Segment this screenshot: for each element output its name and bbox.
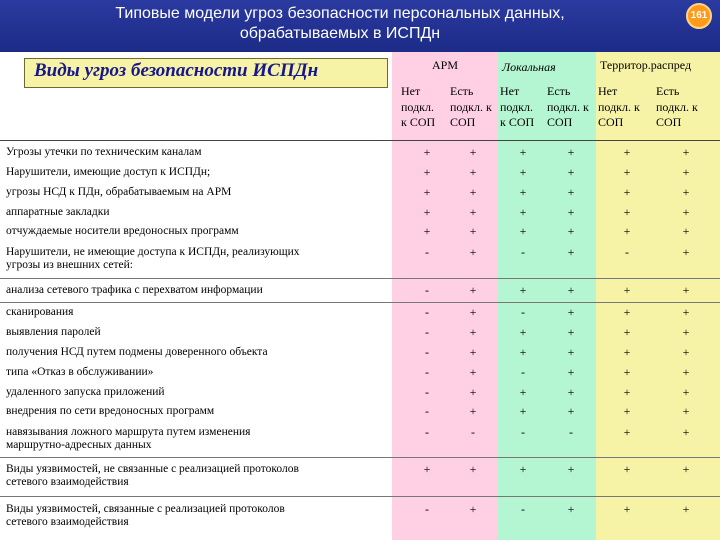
applicability-cell: +: [623, 365, 631, 379]
applicability-cell: +: [623, 205, 631, 219]
applicability-cell: +: [567, 145, 575, 159]
applicability-cell: +: [469, 283, 477, 297]
applicability-cell: +: [469, 365, 477, 379]
threat-label: [6, 326, 101, 339]
threat-label-line: Угрозы утечки по техническим каналам: [6, 146, 202, 158]
applicability-cell: -: [425, 305, 429, 319]
applicability-cell: -: [521, 305, 525, 319]
threat-label-line: Виды уязвимостей, не связанные с реализацией протоколов: [6, 463, 299, 475]
applicability-cell: +: [519, 145, 527, 159]
applicability-cell: +: [567, 502, 575, 516]
applicability-cell: -: [521, 425, 525, 439]
applicability-cell: +: [682, 425, 690, 439]
column-subheader-line: Нет: [500, 84, 520, 98]
applicability-cell: +: [567, 404, 575, 418]
applicability-cell: +: [567, 385, 575, 399]
applicability-cell: +: [682, 325, 690, 339]
threat-label: [6, 166, 210, 179]
column-subheader-line: СОП: [598, 115, 624, 129]
applicability-cell: +: [567, 305, 575, 319]
applicability-cell: +: [682, 185, 690, 199]
column-subheader: [450, 84, 492, 131]
applicability-cell: +: [469, 502, 477, 516]
column-subheader-line: подкл.: [401, 99, 434, 114]
applicability-cell: +: [567, 224, 575, 238]
applicability-cell: -: [425, 502, 429, 516]
threat-label: [6, 146, 201, 159]
threat-label-line: аппаратные закладки: [6, 206, 110, 218]
threat-label-line: Нарушители, не имеющие доступа к ИСПДн, реализующих: [6, 246, 300, 258]
applicability-cell: +: [423, 145, 431, 159]
applicability-cell: -: [425, 404, 429, 418]
applicability-cell: +: [423, 165, 431, 179]
threat-label: [6, 306, 73, 319]
column-subheader-line: Есть: [656, 84, 680, 98]
group-header-distributed: Территор.распред: [600, 58, 692, 72]
applicability-cell: +: [623, 425, 631, 439]
applicability-cell: -: [521, 365, 525, 379]
threat-label-line: удаленного запуска приложений: [6, 386, 165, 398]
applicability-cell: -: [625, 245, 629, 259]
column-subheader: [500, 84, 534, 131]
applicability-cell: +: [469, 404, 477, 418]
applicability-cell: +: [682, 224, 690, 238]
applicability-cell: +: [623, 185, 631, 199]
applicability-cell: +: [623, 165, 631, 179]
applicability-cell: +: [567, 325, 575, 339]
threat-label-line: отчуждаемые носители вредоносных программ: [6, 225, 239, 237]
column-subheader-line: Нет: [401, 84, 421, 98]
applicability-cell: +: [682, 502, 690, 516]
threat-label-line: сетевого взаимодействия: [6, 516, 129, 528]
threat-label-line: типа «Отказ в обслуживании»: [6, 366, 154, 378]
applicability-cell: +: [682, 365, 690, 379]
applicability-cell: +: [519, 283, 527, 297]
column-subheader-line: к СОП: [401, 115, 436, 129]
group-header-arm: АРМ: [432, 58, 459, 72]
applicability-cell: +: [623, 502, 631, 516]
applicability-cell: +: [682, 205, 690, 219]
applicability-cell: +: [623, 345, 631, 359]
row-divider: [0, 140, 720, 141]
threat-label: [6, 503, 285, 529]
applicability-cell: +: [623, 224, 631, 238]
applicability-cell: +: [519, 325, 527, 339]
applicability-cell: +: [423, 224, 431, 238]
applicability-cell: +: [519, 404, 527, 418]
applicability-cell: +: [519, 385, 527, 399]
applicability-cell: +: [469, 325, 477, 339]
column-subheader-line: Есть: [547, 84, 571, 98]
threat-label: [6, 386, 165, 399]
threat-label: [6, 405, 214, 418]
row-divider: [0, 278, 720, 279]
applicability-cell: -: [569, 425, 573, 439]
applicability-cell: -: [425, 365, 429, 379]
slide-title: [40, 4, 640, 44]
column-subheader-line: подкл. к: [547, 99, 589, 114]
applicability-cell: +: [623, 283, 631, 297]
applicability-cell: +: [519, 165, 527, 179]
column-subheader-line: СОП: [450, 115, 476, 129]
applicability-cell: -: [521, 245, 525, 259]
applicability-cell: +: [519, 224, 527, 238]
slide-title-line-1: Типовые модели угроз безопасности персональных данных,: [115, 5, 565, 22]
applicability-cell: +: [682, 145, 690, 159]
column-subheader-line: СОП: [547, 115, 573, 129]
applicability-cell: +: [519, 205, 527, 219]
applicability-cell: +: [682, 385, 690, 399]
threat-label: [6, 206, 109, 219]
applicability-cell: +: [469, 224, 477, 238]
column-subheader-line: Есть: [450, 84, 474, 98]
threat-label-line: угрозы НСД к ПДн, обрабатываемым на АРМ: [6, 186, 232, 198]
applicability-cell: +: [469, 385, 477, 399]
page-number-badge: 161: [686, 3, 712, 29]
applicability-cell: +: [567, 245, 575, 259]
threat-label-line: Нарушители, имеющие доступ к ИСПДн;: [6, 166, 211, 178]
threat-label: [6, 284, 263, 297]
applicability-cell: +: [469, 205, 477, 219]
applicability-cell: +: [682, 462, 690, 476]
column-subheader: [598, 84, 640, 131]
applicability-cell: +: [682, 404, 690, 418]
applicability-cell: +: [519, 462, 527, 476]
threat-label-line: получения НСД путем подмены доверенного объекта: [6, 346, 268, 358]
applicability-cell: +: [469, 185, 477, 199]
applicability-cell: +: [682, 305, 690, 319]
applicability-cell: +: [682, 245, 690, 259]
threat-label-line: выявления паролей: [6, 326, 101, 338]
row-divider: [0, 496, 720, 497]
row-divider: [0, 457, 720, 458]
applicability-cell: -: [521, 502, 525, 516]
applicability-cell: +: [682, 345, 690, 359]
applicability-cell: -: [425, 283, 429, 297]
applicability-cell: +: [469, 145, 477, 159]
applicability-cell: +: [623, 404, 631, 418]
applicability-cell: -: [425, 245, 429, 259]
applicability-cell: +: [423, 462, 431, 476]
column-subheader: [401, 84, 435, 131]
column-subheader-line: к СОП: [500, 115, 535, 129]
group-header-local: Локальная: [502, 60, 556, 74]
column-subheader-line: подкл. к: [656, 99, 698, 114]
applicability-cell: +: [567, 205, 575, 219]
threat-label: [6, 366, 153, 379]
threat-label-line: навязывания ложного маршрута путем изменения: [6, 426, 251, 438]
applicability-cell: +: [469, 305, 477, 319]
applicability-cell: +: [567, 185, 575, 199]
column-subheader: [656, 84, 698, 131]
applicability-cell: +: [567, 462, 575, 476]
applicability-cell: +: [682, 283, 690, 297]
applicability-cell: +: [682, 165, 690, 179]
applicability-cell: +: [623, 325, 631, 339]
applicability-cell: +: [567, 165, 575, 179]
threat-label-line: сетевого взаимодействия: [6, 476, 129, 488]
column-subheader-line: СОП: [656, 115, 682, 129]
applicability-cell: -: [425, 425, 429, 439]
column-subheader: [547, 84, 589, 131]
threat-label-line: угрозы из внешних сетей:: [6, 259, 133, 271]
column-subheader-line: подкл. к: [450, 99, 492, 114]
threat-label: [6, 246, 300, 272]
applicability-cell: +: [567, 345, 575, 359]
threat-label-line: внедрения по сети вредоносных программ: [6, 405, 215, 417]
applicability-cell: +: [519, 185, 527, 199]
column-subheader-line: подкл.: [500, 99, 533, 114]
threat-label-line: анализа сетевого трафика с перехватом информации: [6, 284, 263, 296]
slide-title-line-2: обрабатываемых в ИСПДн: [239, 25, 441, 42]
applicability-cell: +: [469, 245, 477, 259]
applicability-cell: +: [567, 283, 575, 297]
threat-label: [6, 426, 250, 452]
applicability-cell: -: [471, 425, 475, 439]
applicability-cell: -: [425, 345, 429, 359]
column-subheader-line: подкл. к: [598, 99, 640, 114]
applicability-cell: +: [623, 305, 631, 319]
applicability-cell: +: [623, 145, 631, 159]
applicability-cell: +: [469, 345, 477, 359]
applicability-cell: -: [425, 325, 429, 339]
applicability-cell: +: [519, 345, 527, 359]
row-divider: [0, 302, 720, 303]
threat-label: [6, 463, 299, 489]
applicability-cell: +: [623, 385, 631, 399]
threat-label-line: маршрутно-адресных данных: [6, 439, 152, 451]
applicability-cell: +: [623, 462, 631, 476]
applicability-cell: +: [469, 462, 477, 476]
threat-label: [6, 186, 231, 199]
threat-label-line: Виды уязвимостей, связанные с реализацией протоколов: [6, 503, 285, 515]
applicability-cell: +: [567, 365, 575, 379]
threat-label-line: сканирования: [6, 306, 74, 318]
threat-label: [6, 225, 239, 238]
applicability-cell: -: [425, 385, 429, 399]
applicability-cell: +: [469, 165, 477, 179]
column-subheader-line: Нет: [598, 84, 618, 98]
applicability-cell: +: [423, 185, 431, 199]
threat-label: [6, 346, 268, 359]
applicability-cell: +: [423, 205, 431, 219]
table-header-label: Виды угроз безопасности ИСПДн: [34, 60, 319, 81]
